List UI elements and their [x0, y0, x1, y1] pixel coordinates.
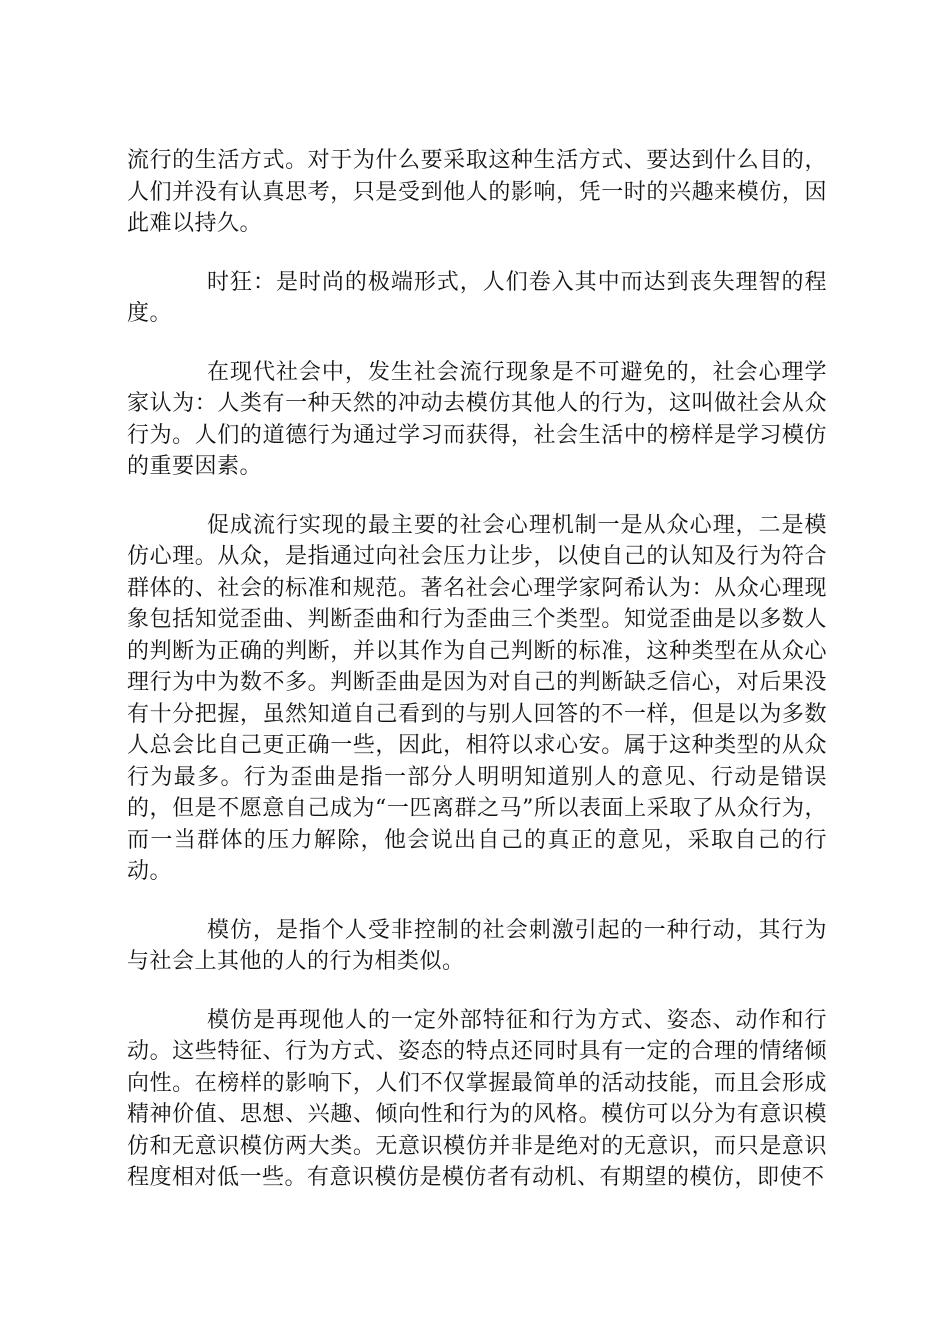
paragraph-modern-society: 在现代社会中，发生社会流行现象是不可避免的，社会心理学家认为：人类有一种天然的冲动去模仿其他人的行为，这叫做社会从众行为。人们的道德行为通过学习而获得，社会生活中的榜样是学习模仿的重要因素。 — [127, 359, 827, 479]
paragraph-imitation-definition: 模仿，是指个人受非控制的社会刺激引起的一种行动，其行为与社会上其他的人的行为相类似。 — [127, 917, 827, 974]
paragraph-continuation: 流行的生活方式。对于为什么要采取这种生活方式、要达到什么目的，人们并没有认真思考，只是受到他人的影响，凭一时的兴趣来模仿，因此难以持久。 — [127, 148, 827, 236]
paragraph-conformity: 促成流行实现的最主要的社会心理机制一是从众心理，二是模仿心理。从众，是指通过向社会压力让步，以使自己的认知及行为符合群体的、社会的标准和规范。著名社会心理学家阿希认为：从众心理现象包括知觉歪曲、判断歪曲和行为歪曲三个类型。知觉歪曲是以多数人的判断为正确的判断，并以其作为自己判断的标准，这种类型在从众心理行为中为数不多。判断歪曲是因为对自己的判断缺乏信心，对后果没有十分把握，虽然知道自己看到的与别人回答的不一样，但是以为多数人总会比自己更正确一些，因此，相符以求心安。属于这种类型的从众行为最多。行为歪曲是指一部分人明明知道别人的意见、行动是错误的，但是不愿意自己成为“一匹离群之马”所以表面上采取了从众行为，而一当群体的压力解除，他会说出自己的真正的意见，采取自己的行动。 — [127, 512, 827, 884]
paragraph-imitation-details: 模仿是再现他人的一定外部特征和行为方式、姿态、动作和行动。这些特征、行为方式、姿态的特点还同时具有一定的合理的情绪倾向性。在榜样的影响下，人们不仅掌握最简单的活动技能，而且会形成精神价值、思想、兴趣、倾向性和行为的风格。模仿可以分为有意识模仿和无意识模仿两大类。无意识模仿并非是绝对的无意识，而只是意识程度相对低一些。有意识模仿是模仿者有动机、有期望的模仿，即使不 — [127, 1007, 827, 1190]
paragraph-shikuang: 时狂：是时尚的极端形式，人们卷入其中而达到丧失理智的程度。 — [127, 269, 827, 326]
document-body — [127, 145, 827, 1194]
